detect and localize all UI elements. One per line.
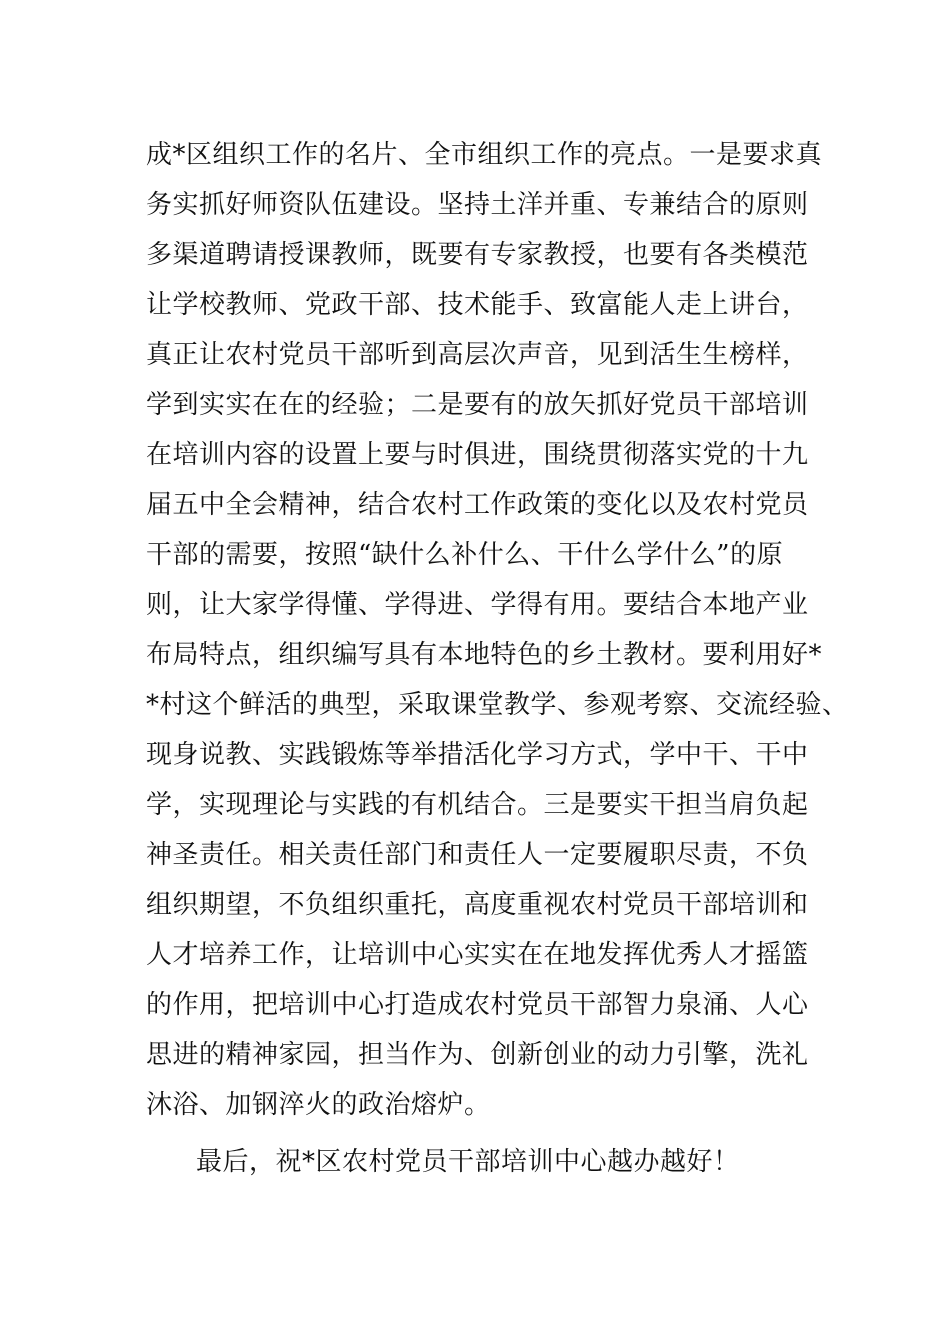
text-line: 人才培养工作，让培训中心实实在在地发挥优秀人才摇篮 <box>146 940 809 970</box>
text-line: *村这个鲜活的典型，采取课堂教学、参观考察、交流经验、 <box>146 690 849 720</box>
text-line: 真正让农村党员干部听到高层次声音，见到活生生榜样， <box>146 340 809 370</box>
text-line: 多渠道聘请授课教师，既要有专家教授，也要有各类模范 <box>146 240 809 270</box>
text-line: 让学校教师、党政干部、技术能手、致富能人走上讲台， <box>146 290 809 320</box>
text-line: 思进的精神家园，担当作为、创新创业的动力引擎，洗礼 <box>146 1040 809 1070</box>
text-line: 届五中全会精神，结合农村工作政策的变化以及农村党员 <box>146 490 809 520</box>
text-line: 成*区组织工作的名片、全市组织工作的亮点。一是要求真 <box>146 140 823 170</box>
text-line: 沐浴、加钢淬火的政治熔炉。 <box>146 1090 491 1120</box>
text-line: 则，让大家学得懂、学得进、学得有用。要结合本地产业 <box>146 590 809 620</box>
text-line: 学，实现理论与实践的有机结合。三是要实干担当肩负起 <box>146 790 809 820</box>
text-line: 现身说教、实践锻炼等举措活化学习方式，学中干、干中 <box>146 740 809 770</box>
body-paragraph <box>146 130 936 1130</box>
text-line: 学到实实在在的经验；二是要有的放矢抓好党员干部培训 <box>146 390 809 420</box>
text-line: 神圣责任。相关责任部门和责任人一定要履职尽责，不负 <box>146 840 809 870</box>
closing-paragraph: 最后，祝*区农村党员干部培训中心越办越好！ <box>196 1147 740 1177</box>
text-line: 组织期望，不负组织重托，高度重视农村党员干部培训和 <box>146 890 809 920</box>
text-line: 的作用，把培训中心打造成农村党员干部智力泉涌、人心 <box>146 990 809 1020</box>
text-line: 布局特点，组织编写具有本地特色的乡土教材。要利用好* <box>146 640 823 670</box>
text-line: 干部的需要，按照“缺什么补什么、干什么学什么”的原 <box>146 540 784 570</box>
text-line: 务实抓好师资队伍建设。坚持土洋并重、专兼结合的原则 <box>146 190 809 220</box>
text-line: 在培训内容的设置上要与时俱进，围绕贯彻落实党的十九 <box>146 440 809 470</box>
